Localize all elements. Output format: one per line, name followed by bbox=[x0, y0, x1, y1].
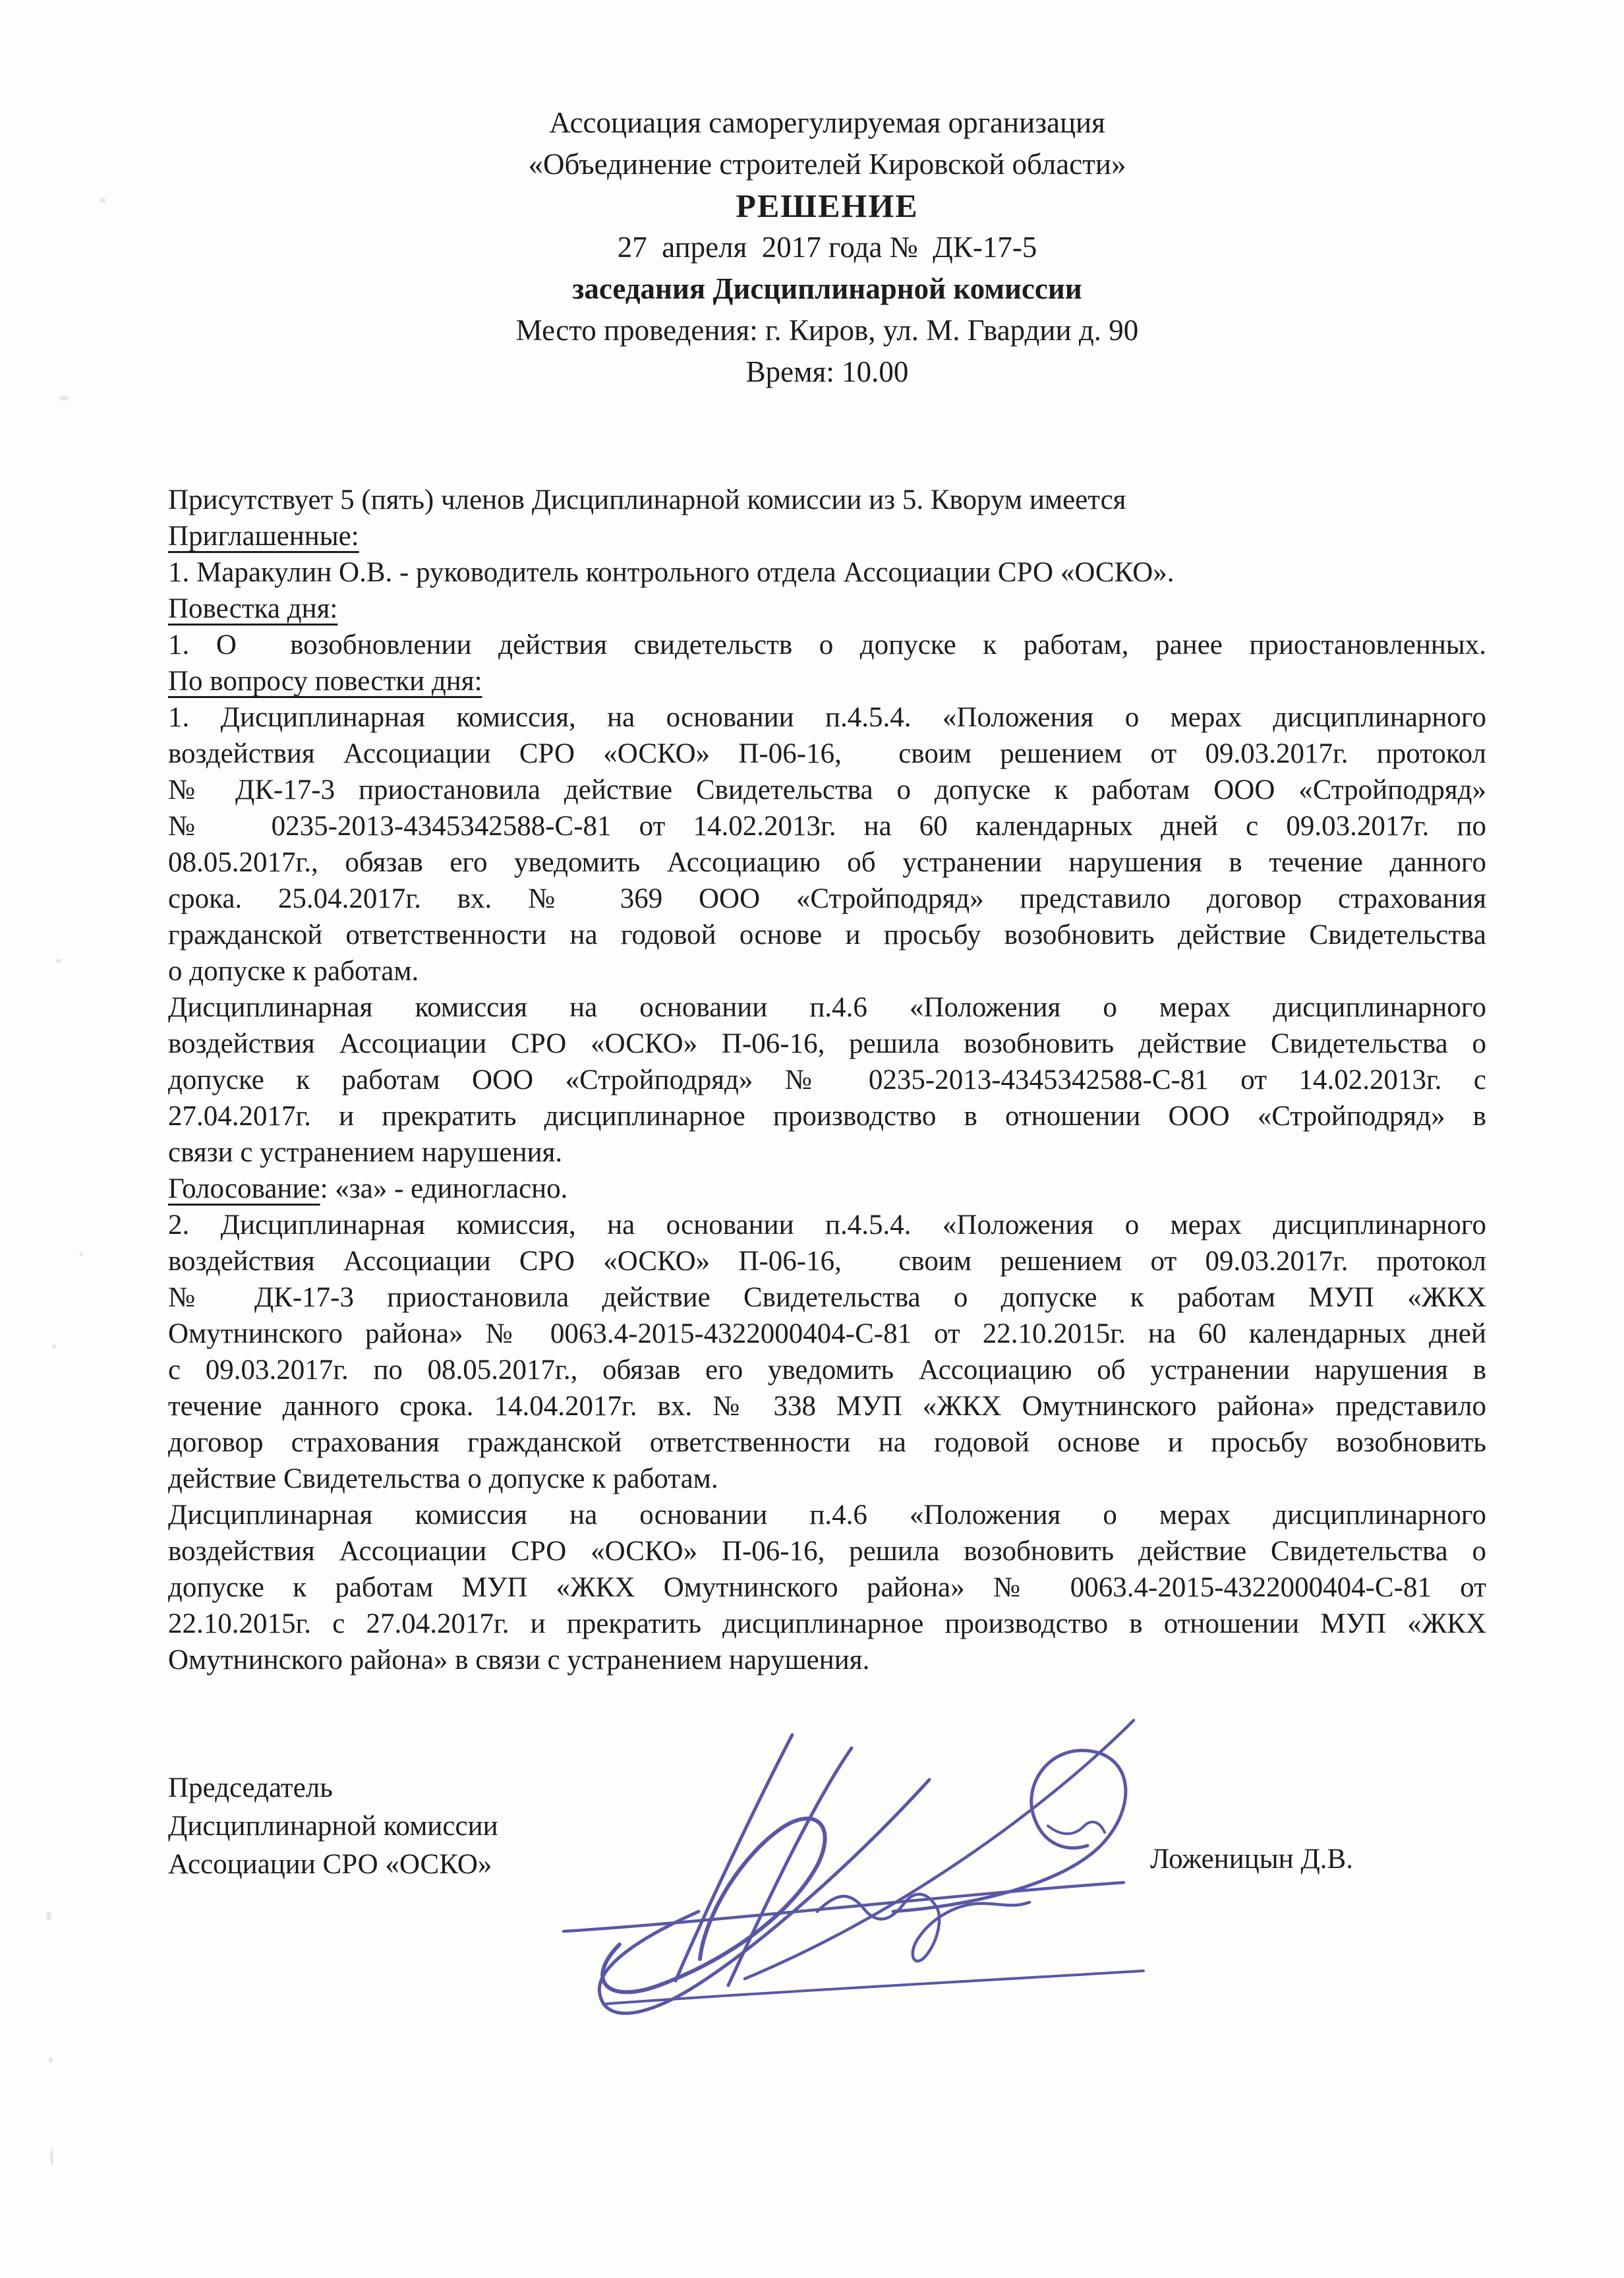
signer-role-line2: Дисциплинарной комиссии bbox=[168, 1811, 498, 1842]
voting-line bbox=[168, 1171, 1486, 1207]
scan-artifact bbox=[46, 1912, 51, 1921]
item2-paragraph1 bbox=[168, 1207, 1486, 1497]
item1-paragraph2 bbox=[168, 989, 1486, 1171]
text-line: воздействия Ассоциации СРО «ОСКО» П-06-16, своим решением от 09.03.2017г. протокол bbox=[168, 738, 1486, 769]
scan-artifact bbox=[59, 395, 69, 401]
org-name-line2: «Объединение строителей Кировской области» bbox=[528, 148, 1126, 181]
text-line: 22.10.2015г. с 27.04.2017г. и прекратить дисциплинарное производство в отношении МУП «ЖКХ bbox=[168, 1608, 1486, 1639]
signature-block bbox=[168, 1769, 1486, 1884]
text-line: гражданской ответственности на годовой основе и просьбу возобновить действие Свидетельства bbox=[168, 920, 1486, 950]
item1-paragraph1 bbox=[168, 699, 1486, 989]
text-line: № 0235-2013-4345342588-С-81 от 14.02.2013г. на 60 календарных дней с 09.03.2017г. по bbox=[168, 811, 1486, 842]
text-line: 1. Дисциплинарная комиссия, на основании п.4.5.4. «Положения о мерах дисциплинарного bbox=[168, 702, 1486, 733]
scan-artifact bbox=[55, 959, 62, 963]
agenda-item: 1. О возобновлении действия свидетельств о допуске к работам, ранее приостановленных. bbox=[168, 629, 1486, 660]
scan-artifact bbox=[49, 2057, 53, 2063]
text-line: течение данного срока. 14.04.2017г. вх. № 338 МУП «ЖКХ Омутнинского района» представило bbox=[168, 1391, 1486, 1422]
text-line: 2. Дисциплинарная комиссия, на основании п.4.5.4. «Положения о мерах дисциплинарного bbox=[168, 1210, 1486, 1241]
venue-line: Место проведения: г. Киров, ул. М. Гвардии д. 90 bbox=[515, 314, 1139, 347]
attendance-line: Присутствует 5 (пять) членов Дисциплинарной комиссии из 5. Кворум имеется bbox=[168, 484, 1126, 515]
org-name-line1: Ассоциация саморегулируемая организация bbox=[549, 106, 1105, 139]
text-line: 27.04.2017г. и прекратить дисциплинарное производство в отношении ООО «Стройподряд» в bbox=[168, 1101, 1486, 1132]
question-heading-text: По вопросу повестки дня: bbox=[168, 666, 482, 697]
text-line: Омутнинского района» № 0063.4-2015-4322000404-С-81 от 22.10.2015г. на 60 календарных дней bbox=[168, 1318, 1486, 1349]
text-line: Дисциплинарная комиссия на основании п.4.6 «Положения о мерах дисциплинарного bbox=[168, 1500, 1486, 1531]
text-line: Омутнинского района» в связи с устранением нарушения. bbox=[168, 1645, 870, 1676]
scan-artifact bbox=[50, 2149, 53, 2166]
scan-artifact bbox=[51, 1345, 57, 1349]
text-line: воздействия Ассоциации СРО «ОСКО» П-06-16, своим решением от 09.03.2017г. протокол bbox=[168, 1246, 1486, 1277]
text-line: воздействия Ассоциации СРО «ОСКО» П-06-16, решила возобновить действие Свидетельства о bbox=[168, 1536, 1486, 1567]
text-line: связи с устранением нарушения. bbox=[168, 1137, 563, 1168]
scan-artifact bbox=[79, 1252, 83, 1256]
text-line: воздействия Ассоциации СРО «ОСКО» П-06-16, решила возобновить действие Свидетельства о bbox=[168, 1028, 1486, 1059]
invited-heading-text: Приглашенные: bbox=[168, 521, 359, 552]
text-line: с 09.03.2017г. по 08.05.2017г., обязав его уведомить Ассоциацию об устранении нарушения в bbox=[168, 1355, 1486, 1386]
document-date-number: 27 апреля 2017 года № ДК-17-5 bbox=[617, 231, 1037, 264]
document-body bbox=[168, 482, 1486, 1678]
text-line: действие Свидетельства о допуске к работам. bbox=[168, 1463, 718, 1494]
text-line: допуске к работам ООО «Стройподряд» № 0235-2013-4345342588-С-81 от 14.02.2013г. с bbox=[168, 1065, 1486, 1095]
text-line: договор страхования гражданской ответственности на годовой основе и просьбу возобновить bbox=[168, 1427, 1486, 1458]
text-line: № ДК-17-3 приостановила действие Свидетельства о допуске к работам МУП «ЖКХ bbox=[168, 1282, 1486, 1313]
text-line: № ДК-17-3 приостановила действие Свидетельства о допуске к работам ООО «Стройподряд» bbox=[168, 774, 1486, 805]
document-content bbox=[168, 102, 1486, 1884]
text-line: Дисциплинарная комиссия на основании п.4.6 «Положения о мерах дисциплинарного bbox=[168, 992, 1486, 1023]
voting-result: : «за» - единогласно. bbox=[320, 1173, 568, 1204]
agenda-heading bbox=[168, 591, 1486, 627]
document-header bbox=[168, 102, 1486, 393]
item2-paragraph2 bbox=[168, 1497, 1486, 1678]
invited-item: 1. Маракулин О.В. - руководитель контрольного отдела Ассоциации СРО «ОСКО». bbox=[168, 557, 1174, 588]
question-heading bbox=[168, 663, 1486, 699]
signer-name: Ложеницын Д.В. bbox=[1150, 1844, 1353, 1875]
voting-label: Голосование bbox=[168, 1173, 320, 1204]
text-line: 08.05.2017г., обязав его уведомить Ассоциацию об устранении нарушения в течение данного bbox=[168, 847, 1486, 878]
signer-role-line3: Ассоциации СРО «ОСКО» bbox=[168, 1849, 492, 1880]
scan-artifact bbox=[100, 198, 105, 203]
agenda-heading-text: Повестка дня: bbox=[168, 593, 338, 624]
signer-role-line1: Председатель bbox=[168, 1772, 333, 1803]
text-line: срока. 25.04.2017г. вх. № 369 ООО «Стройподряд» представило договор страхования bbox=[168, 883, 1486, 914]
time-line: Время: 10.00 bbox=[745, 355, 909, 388]
meeting-subtitle: заседания Дисциплинарной комиссии bbox=[572, 272, 1082, 305]
text-line: допуске к работам МУП «ЖКХ Омутнинского района» № 0063.4-2015-4322000404-С-81 от bbox=[168, 1572, 1486, 1603]
invited-heading bbox=[168, 518, 1486, 554]
document-title: РЕШЕНИЕ bbox=[736, 187, 919, 224]
text-line: о допуске к работам. bbox=[168, 956, 419, 987]
